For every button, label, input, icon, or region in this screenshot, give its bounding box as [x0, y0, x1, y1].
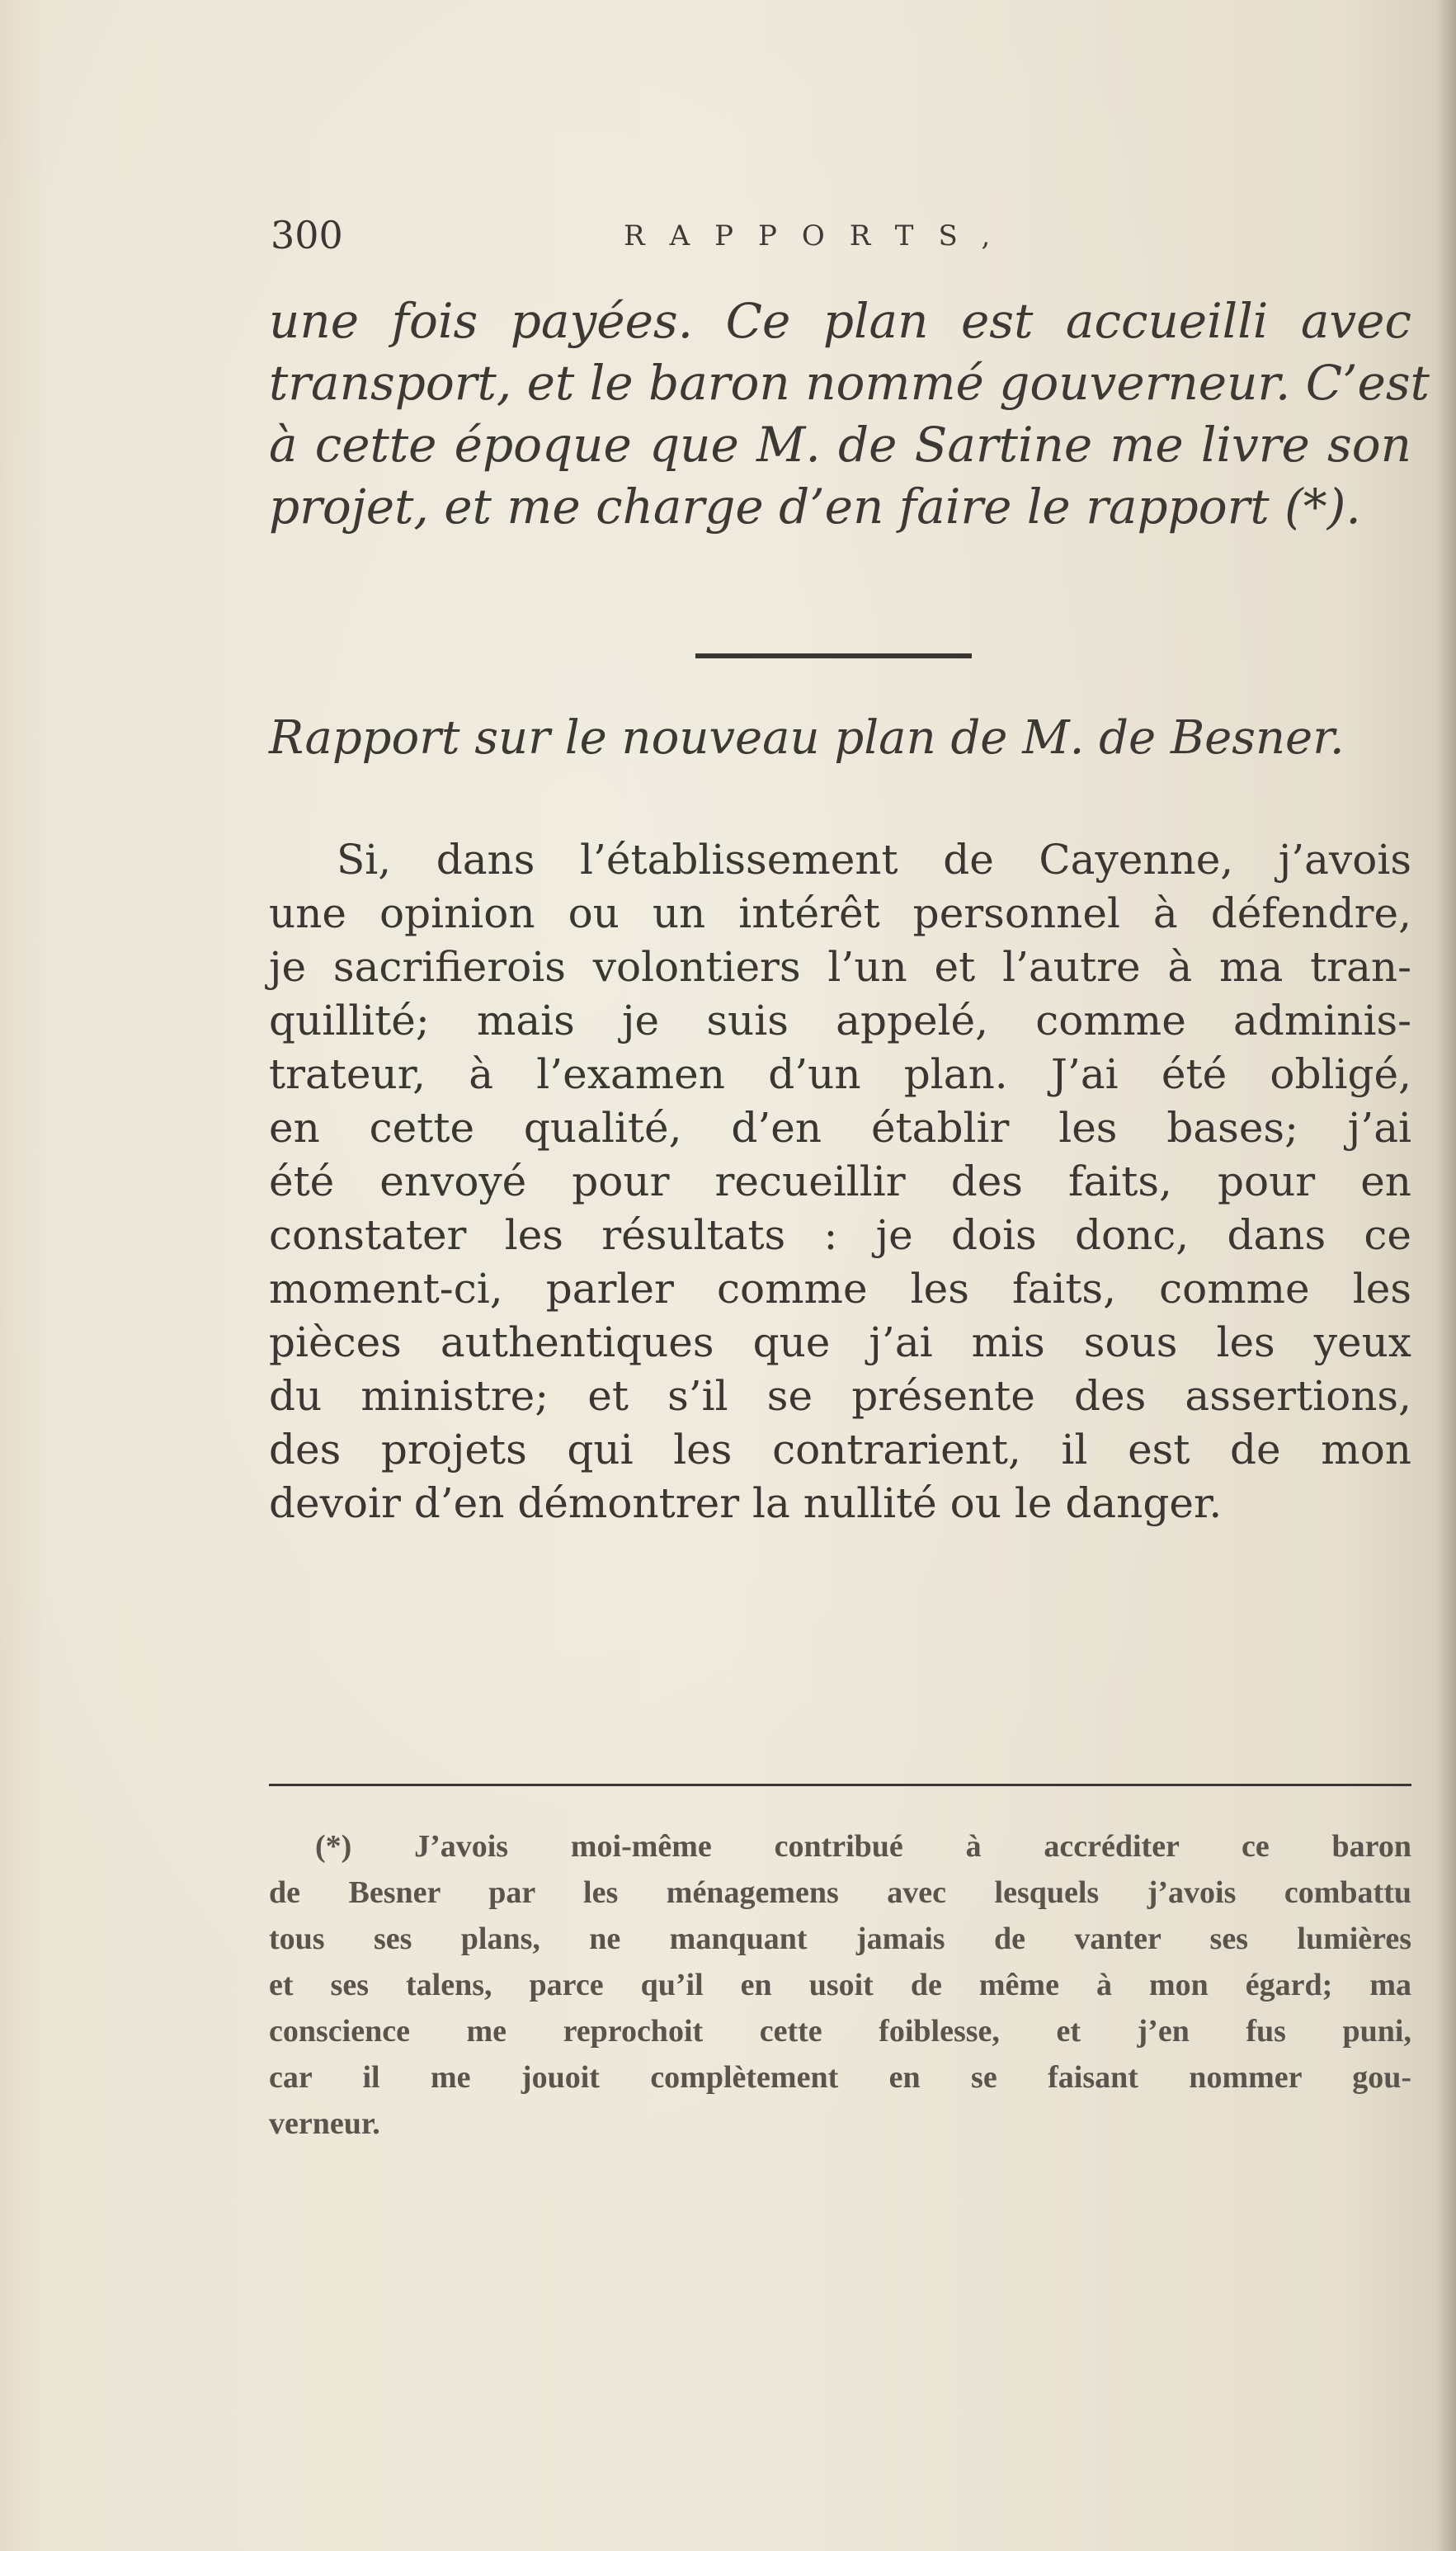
footnote-line: verneur. [269, 2106, 380, 2141]
body-paragraph [269, 833, 1411, 1530]
body-line: quillité; mais je suis appelé, comme adminis- [269, 997, 1411, 1044]
italic-paragraph [269, 290, 1430, 538]
footnote-line: (*) J’avois moi-même contribué à accréditer ce baron [315, 1829, 1411, 1864]
running-title: RAPPORTS, [624, 219, 1015, 252]
section-title: Rapport sur le nouveau plan de M. de Besner. [269, 711, 1345, 765]
body-line: moment-ci, parler comme les faits, comme les [269, 1265, 1411, 1313]
section-divider [695, 653, 972, 658]
footnote-line: conscience me reprochoit cette foiblesse, et j’en fus puni, [269, 2014, 1411, 2049]
body-line: je sacrifierois volontiers l’un et l’autre à ma tran- [269, 943, 1411, 991]
body-line: constater les résultats : je dois donc, dans ce [269, 1211, 1411, 1259]
italic-line: une fois payées. Ce plan est accueilli avec [269, 293, 1411, 349]
footnote-divider [269, 1784, 1411, 1786]
body-line: pièces authentiques que j’ai mis sous les yeux [269, 1318, 1411, 1366]
footnote-line: car il me jouoit complètement en se faisant nommer gou- [269, 2060, 1411, 2095]
page-number: 300 [271, 213, 343, 257]
body-line: devoir d’en démontrer la nullité ou le danger. [269, 1479, 1223, 1527]
running-header [271, 213, 1425, 279]
body-line: été envoyé pour recueillir des faits, pour en [269, 1158, 1411, 1205]
footnote-line: et ses talens, parce qu’il en usoit de même à mon égard; ma [269, 1968, 1411, 2002]
page-edge-shadow [1436, 0, 1456, 2551]
footnote [269, 1823, 1411, 2147]
italic-line: projet, et me charge d’en faire le rapport (*). [269, 479, 1361, 535]
footnote-line: de Besner par les ménagemens avec lesquels j’avois combattu [269, 1875, 1411, 1910]
body-line: une opinion ou un intérêt personnel à défendre, [269, 889, 1411, 937]
italic-line: transport, et le baron nommé gouverneur. C’est [269, 355, 1430, 411]
italic-line: à cette époque que M. de Sartine me livre son [269, 417, 1411, 473]
body-line: des projets qui les contrarient, il est de mon [269, 1426, 1411, 1474]
body-line: Si, dans l’établissement de Cayenne, j’avois [337, 836, 1411, 884]
body-line: du ministre; et s’il se présente des assertions, [269, 1372, 1411, 1420]
body-line: en cette qualité, d’en établir les bases; j’ai [269, 1104, 1411, 1152]
footnote-line: tous ses plans, ne manquant jamais de vanter ses lumières [269, 1922, 1411, 1956]
body-line: trateur, à l’examen d’un plan. J’ai été obligé, [269, 1050, 1411, 1098]
